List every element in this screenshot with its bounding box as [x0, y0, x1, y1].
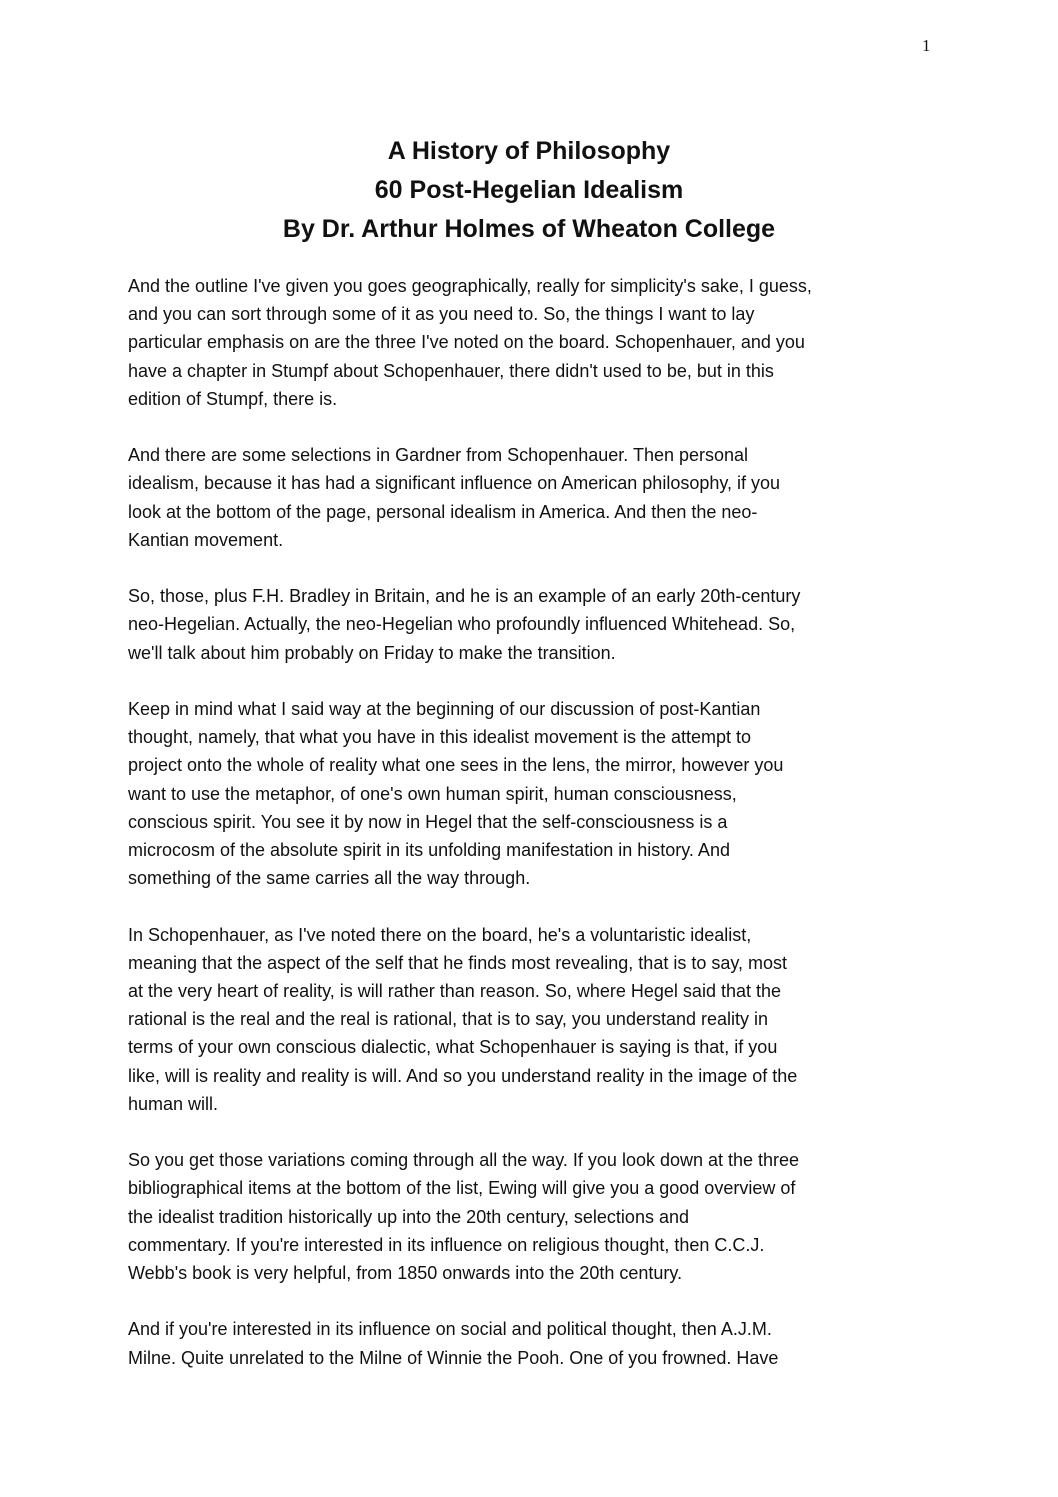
- paragraph: [128, 695, 948, 892]
- text-line: human will.: [128, 1093, 219, 1114]
- text-line: Kantian movement.: [128, 529, 284, 550]
- text-line: the idealist tradition historically up into the 20th century, selections and: [128, 1206, 689, 1227]
- text-line: And if you're interested in its influence on social and political thought, then A.J.M.: [128, 1319, 772, 1340]
- paragraph: [128, 1146, 948, 1287]
- text-line: and you can sort through some of it as you need to. So, the things I want to lay: [128, 304, 755, 325]
- paragraph: [128, 441, 948, 554]
- text-line: at the very heart of reality, is will rather than reason. So, where Hegel said that the: [128, 981, 782, 1002]
- text-line: have a chapter in Stumpf about Schopenhauer, there didn't used to be, but in this: [128, 360, 774, 381]
- text-line: And there are some selections in Gardner from Schopenhauer. Then personal: [128, 445, 749, 466]
- text-line: project onto the whole of reality what one sees in the lens, the mirror, however you: [128, 755, 784, 776]
- paragraph: [128, 582, 948, 667]
- text-line: like, will is reality and reality is will. And so you understand reality in the image of the: [128, 1065, 798, 1086]
- text-line: we'll talk about him probably on Friday to make the transition.: [128, 642, 616, 663]
- text-line: rational is the real and the real is rational, that is to say, you understand reality in: [128, 1009, 769, 1030]
- text-line: something of the same carries all the way through.: [128, 868, 531, 889]
- text-line: So, those, plus F.H. Bradley in Britain, and he is an example of an early 20th-century: [128, 586, 801, 607]
- text-line: bibliographical items at the bottom of the list, Ewing will give you a good overview of: [128, 1178, 796, 1199]
- paragraph: [128, 272, 948, 413]
- text-line: want to use the metaphor, of one's own human spirit, human consciousness,: [128, 783, 737, 804]
- document-title: [0, 132, 1058, 249]
- title-line: A History of Philosophy: [387, 137, 671, 165]
- text-line: So you get those variations coming through all the way. If you look down at the three: [128, 1150, 800, 1171]
- lecture-title-line: 60 Post-Hegelian Idealism: [374, 176, 684, 204]
- text-line: thought, namely, that what you have in this idealist movement is the attempt to: [128, 727, 752, 748]
- text-line: In Schopenhauer, as I've noted there on the board, he's a voluntaristic idealist,: [128, 924, 752, 945]
- text-line: particular emphasis on are the three I've noted on the board. Schopenhauer, and you: [128, 332, 805, 353]
- text-line: neo-Hegelian. Actually, the neo-Hegelian who profoundly influenced Whitehead. So,: [128, 614, 796, 635]
- text-line: edition of Stumpf, there is.: [128, 388, 338, 409]
- document-body: [128, 272, 948, 1400]
- text-line: meaning that the aspect of the self that he finds most revealing, that is to say, most: [128, 952, 788, 973]
- author-line: By Dr. Arthur Holmes of Wheaton College: [282, 215, 776, 243]
- text-line: Webb's book is very helpful, from 1850 onwards into the 20th century.: [128, 1263, 683, 1284]
- paragraph: [128, 921, 948, 1118]
- text-line: Keep in mind what I said way at the beginning of our discussion of post-Kantian: [128, 699, 761, 719]
- text-line: commentary. If you're interested in its influence on religious thought, then C.C.J.: [128, 1234, 765, 1255]
- text-line: conscious spirit. You see it by now in Hegel that the self-consciousness is a: [128, 811, 728, 832]
- text-line: look at the bottom of the page, personal idealism in America. And then the neo-: [128, 501, 758, 522]
- text-line: microcosm of the absolute spirit in its unfolding manifestation in history. And: [128, 840, 730, 861]
- text-line: Milne. Quite unrelated to the Milne of Winnie the Pooh. One of you frowned. Have: [128, 1347, 779, 1368]
- text-line: idealism, because it has had a significant influence on American philosophy, if you: [128, 473, 781, 494]
- page-number: 1: [922, 36, 931, 55]
- text-line: terms of your own conscious dialectic, what Schopenhauer is saying is that, if you: [128, 1037, 778, 1058]
- paragraph: [128, 1315, 948, 1371]
- text-line: And the outline I've given you goes geographically, really for simplicity's sake, I guess,: [128, 276, 812, 296]
